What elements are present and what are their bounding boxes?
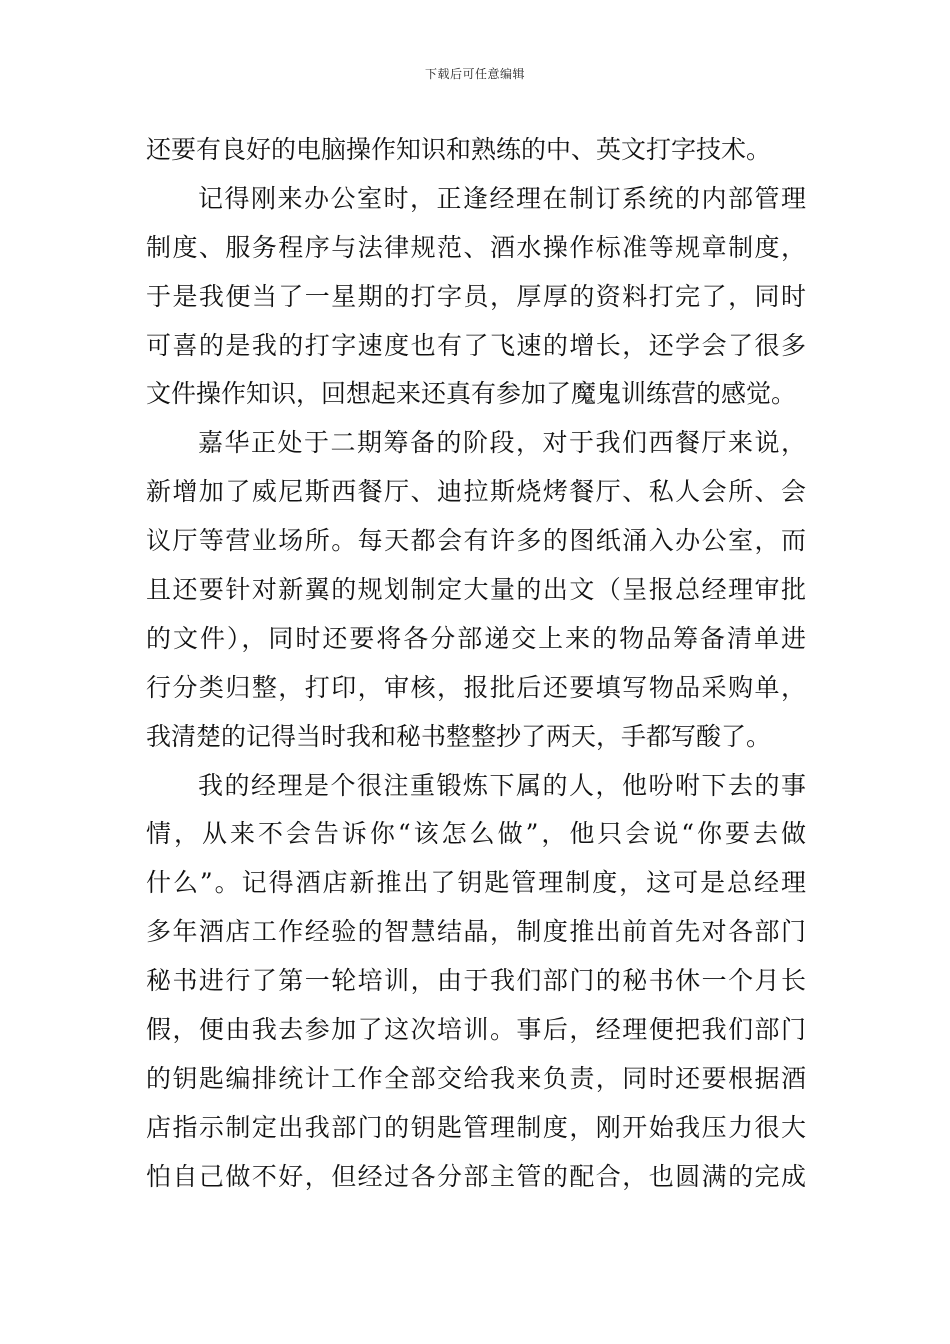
paragraph-line: 我的经理是个很注重锻炼下属的人，他吩咐下去的事	[198, 770, 806, 800]
paragraph-line: 新增加了威尼斯西餐厅、迪拉斯烧烤餐厅、私人会所、会	[146, 477, 806, 507]
paragraph-line: 的钥匙编排统计工作全部交给我来负责，同时还要根据酒	[146, 1063, 806, 1093]
paragraph-line: 多年酒店工作经验的智慧结晶，制度推出前首先对各部门	[146, 917, 806, 947]
paragraph-line: 还要有良好的电脑操作知识和熟练的中、英文打字技术。	[146, 135, 772, 164]
paragraph-line: 可喜的是我的打字速度也有了飞速的增长，还学会了很多	[146, 330, 806, 360]
paragraph-line: 情，从来不会告诉你“该怎么做”，他只会说“你要去做	[146, 819, 806, 849]
paragraph-line: 秘书进行了第一轮培训，由于我们部门的秘书休一个月长	[146, 966, 806, 996]
paragraph-line: 制度、服务程序与法律规范、酒水操作标准等规章制度，	[146, 232, 806, 262]
paragraph-line: 假，便由我去参加了这次培训。事后，经理便把我们部门	[146, 1015, 806, 1045]
paragraph-line: 且还要针对新翼的规划制定大量的出文（呈报总经理审批	[146, 575, 806, 605]
paragraph-line: 议厅等营业场所。每天都会有许多的图纸涌入办公室，而	[146, 526, 806, 556]
paragraph-line: 嘉华正处于二期筹备的阶段，对于我们西餐厅来说，	[198, 428, 806, 458]
paragraph-line: 怕自己做不好，但经过各分部主管的配合，也圆满的完成	[146, 1161, 806, 1191]
document-body	[146, 126, 806, 1202]
paragraph-line: 什么”。记得酒店新推出了钥匙管理制度，这可是总经理	[146, 868, 806, 898]
paragraph-line: 行分类归整，打印，审核，报批后还要填写物品采购单，	[146, 672, 806, 702]
paragraph-line: 我清楚的记得当时我和秘书整整抄了两天，手都写酸了。	[146, 721, 772, 751]
paragraph-line: 记得刚来办公室时，正逢经理在制订系统的内部管理	[198, 183, 806, 213]
page-header: 下载后可任意编辑	[424, 67, 525, 81]
paragraph-line: 文件操作知识，回想起来还真有参加了魔鬼训练营的感觉。	[146, 379, 797, 409]
paragraph-line: 店指示制定出我部门的钥匙管理制度，刚开始我压力很大	[146, 1112, 806, 1142]
paragraph-line: 的文件），同时还要将各分部递交上来的物品筹备清单进	[146, 623, 806, 653]
paragraph-line: 于是我便当了一星期的打字员，厚厚的资料打完了，同时	[146, 281, 806, 311]
